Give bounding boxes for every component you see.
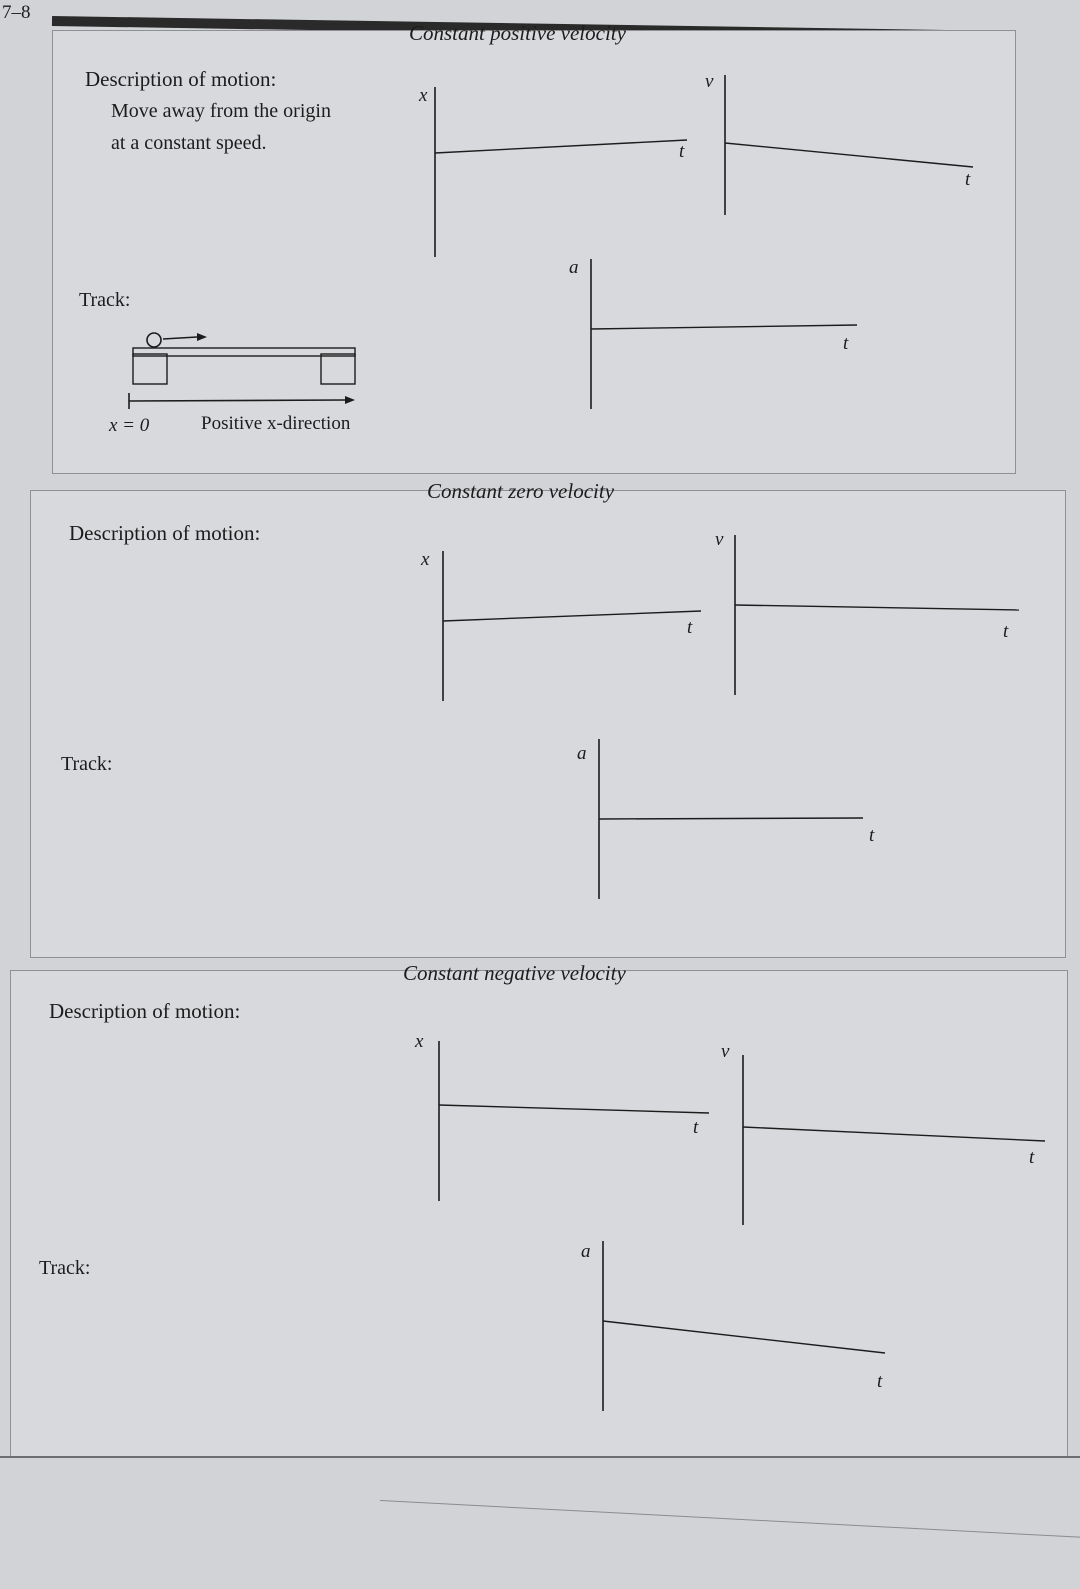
a-axis-label: a <box>577 743 587 764</box>
acceleration-time-graph <box>595 739 865 899</box>
position-time-graph <box>439 551 703 701</box>
page-edge-line <box>380 1500 1080 1539</box>
track-support-left <box>133 354 167 384</box>
velocity-time-graph <box>739 1055 1049 1225</box>
panel-constant-negative-velocity <box>10 961 1068 1457</box>
description-heading: Description of motion: <box>49 999 241 1023</box>
direction-axis <box>129 400 345 401</box>
origin-label: x = 0 <box>109 415 150 436</box>
page-number: 7–8 <box>2 2 31 23</box>
track-label: Track: <box>39 1257 91 1279</box>
position-time-graph <box>431 87 691 257</box>
a-axis-label: a <box>569 257 579 278</box>
t-axis-label: t <box>679 141 685 162</box>
t-axis <box>591 325 857 329</box>
panel-title: Constant positive velocity <box>409 21 626 45</box>
t-axis <box>439 1105 709 1113</box>
position-time-graph <box>435 1041 711 1201</box>
t-axis <box>735 605 1019 610</box>
t-axis-label: t <box>693 1117 699 1138</box>
velocity-time-graph <box>721 75 981 215</box>
bottom-rule <box>0 1456 1080 1458</box>
description-heading: Description of motion: <box>69 521 261 545</box>
t-axis-label: t <box>843 333 849 354</box>
velocity-arrow <box>163 337 197 339</box>
x-axis-label: x <box>419 85 428 106</box>
t-axis <box>599 818 863 819</box>
t-axis <box>725 143 973 167</box>
t-axis-label: t <box>869 825 875 846</box>
cart-ball <box>147 333 161 347</box>
description-text: Move away from the origin at a constant speed. <box>111 100 331 154</box>
track-diagram <box>109 329 443 459</box>
acceleration-time-graph <box>587 259 857 409</box>
track-label: Track: <box>79 289 131 311</box>
track-drawing <box>123 329 443 419</box>
t-axis-label: t <box>965 169 971 190</box>
description-heading: Description of motion: <box>85 67 277 91</box>
t-axis-label: t <box>687 617 693 638</box>
t-axis <box>435 140 687 153</box>
v-axis-label: v <box>705 71 714 92</box>
panel-title: Constant zero velocity <box>427 479 615 503</box>
velocity-arrowhead <box>197 333 207 341</box>
t-axis-label: t <box>877 1371 883 1392</box>
t-axis-label: t <box>1003 621 1009 642</box>
acceleration-time-graph <box>599 1241 889 1411</box>
t-axis <box>603 1321 885 1353</box>
t-axis-label: t <box>1029 1147 1035 1168</box>
track-label: Track: <box>61 753 113 775</box>
a-axis-label: a <box>581 1241 591 1262</box>
x-axis-label: x <box>415 1031 424 1052</box>
velocity-time-graph <box>731 535 1021 695</box>
panel-title: Constant negative velocity <box>403 961 626 985</box>
direction-label: Positive x-direction <box>201 413 351 434</box>
x-axis-label: x <box>421 549 430 570</box>
direction-arrowhead <box>345 396 355 404</box>
track-support-right <box>321 354 355 384</box>
v-axis-label: v <box>715 529 724 550</box>
panel-constant-positive-velocity <box>52 21 1016 474</box>
panel-constant-zero-velocity <box>30 479 1066 958</box>
v-axis-label: v <box>721 1041 730 1062</box>
t-axis <box>743 1127 1045 1141</box>
t-axis <box>443 611 701 621</box>
